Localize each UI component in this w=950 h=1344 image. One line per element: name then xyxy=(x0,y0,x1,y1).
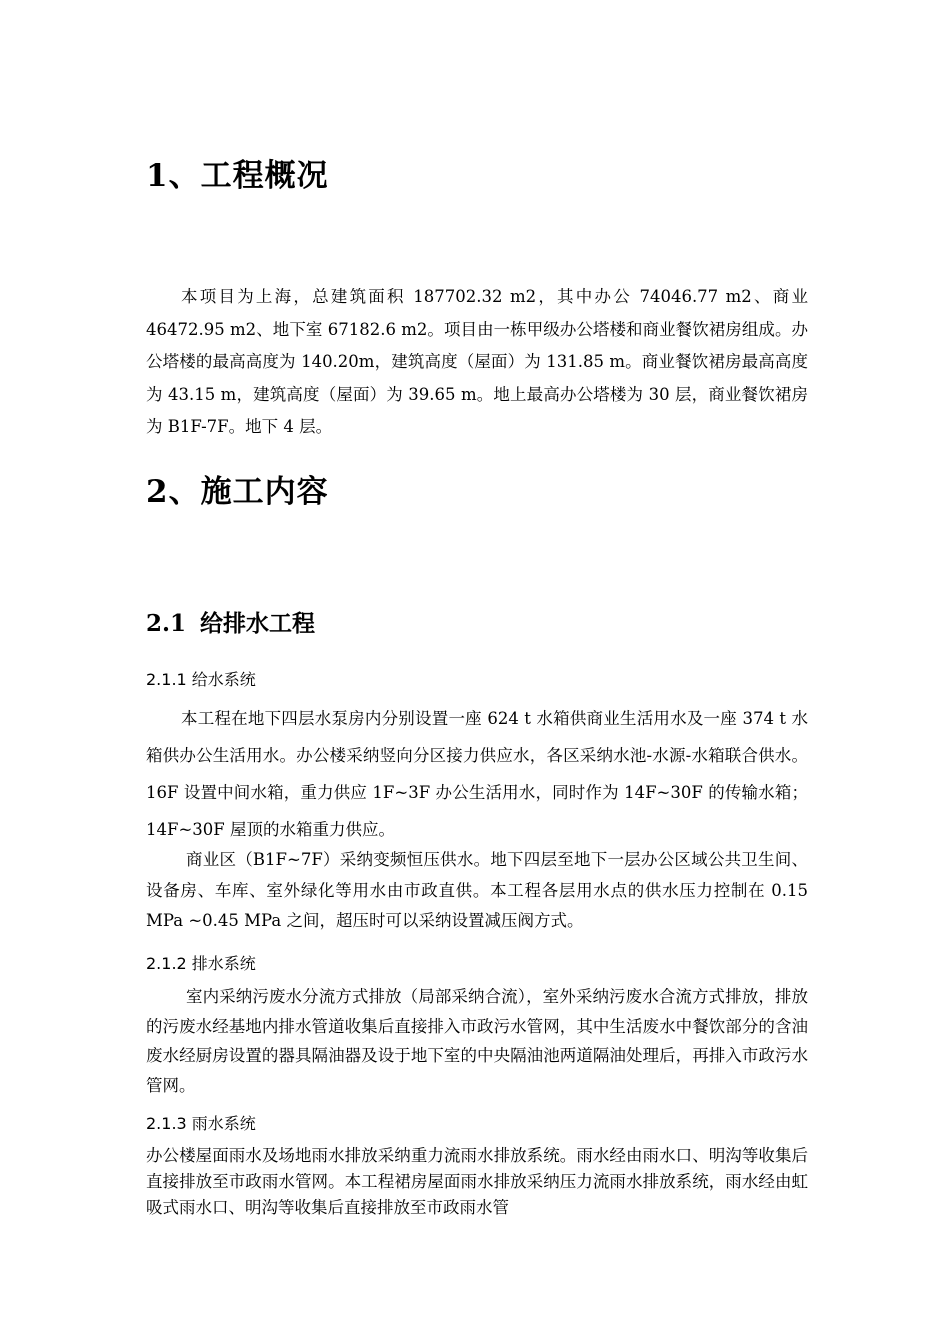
section-2-heading: 2、施工内容 xyxy=(146,474,329,510)
drainage-paragraph: 室内采纳污废水分流方式排放（局部采纳合流），室外采纳污废水合流方式排放，排放的污废水经基地内排水管道收集后直接排入市政污水管网，其中生活废水中餐饮部分的含油废水经厨房设置的器具隔油器及设于地下室的中央隔油池两道隔油处理后，再排入市政污水管网。 xyxy=(146,987,808,1095)
section-1-paragraph: 本项目为上海，总建筑面积 187702.32 m2，其中办公 74046.77 m2、商业 46472.95 m2、地下室 67182.6 m2。项目由一栋甲级办公塔楼和商业餐饮裙房组成。办公塔楼的最高高度为 140.20m，建筑高度（屋面）为 131.85 m。商业餐饮裙房最高高度为 43.15 m，建筑高度（屋面）为 39.65 m。地上最高办公塔楼为 30 层，商业餐饮裙房为 B1F-7F。地下 4 层。 xyxy=(146,287,808,436)
drainage-heading: 2.1.2 排水系统 xyxy=(146,954,256,973)
subsection-2-1-title: 给排水工程 xyxy=(200,610,316,637)
rainwater-heading: 2.1.3 雨水系统 xyxy=(146,1114,256,1133)
water-supply-heading: 2.1.1 给水系统 xyxy=(146,670,256,689)
subsection-2-1-number: 2.1 xyxy=(146,610,187,637)
subsection-2-1-heading xyxy=(146,610,315,638)
water-supply-paragraph-1: 本工程在地下四层水泵房内分别设置一座 624 t 水箱供商业生活用水及一座 374 t 水箱供办公生活用水。办公楼采纳竖向分区接力供应水，各区采纳水池-水源-水箱联合供水。16F 设置中间水箱，重力供应 1F~3F 办公生活用水，同时作为 14F~30F 的传输水箱；14F~30F 屋顶的水箱重力供应。 xyxy=(146,709,808,839)
water-supply-paragraph-2: 商业区（B1F~7F）采纳变频恒压供水。地下四层至地下一层办公区域公共卫生间、设备房、车库、室外绿化等用水由市政直供。本工程各层用水点的供水压力控制在 0.15 MPa ~0.45 MPa 之间，超压时可以采纳设置减压阀方式。 xyxy=(146,850,808,930)
rainwater-paragraph: 办公楼屋面雨水及场地雨水排放采纳重力流雨水排放系统。雨水经由雨水口、明沟等收集后直接排放至市政雨水管网。本工程裙房屋面雨水排放采纳压力流雨水排放系统，雨水经由虹吸式雨水口、明沟等收集后直接排放至市政雨水管 xyxy=(146,1146,808,1217)
section-1-heading: 1、工程概况 xyxy=(146,158,329,194)
